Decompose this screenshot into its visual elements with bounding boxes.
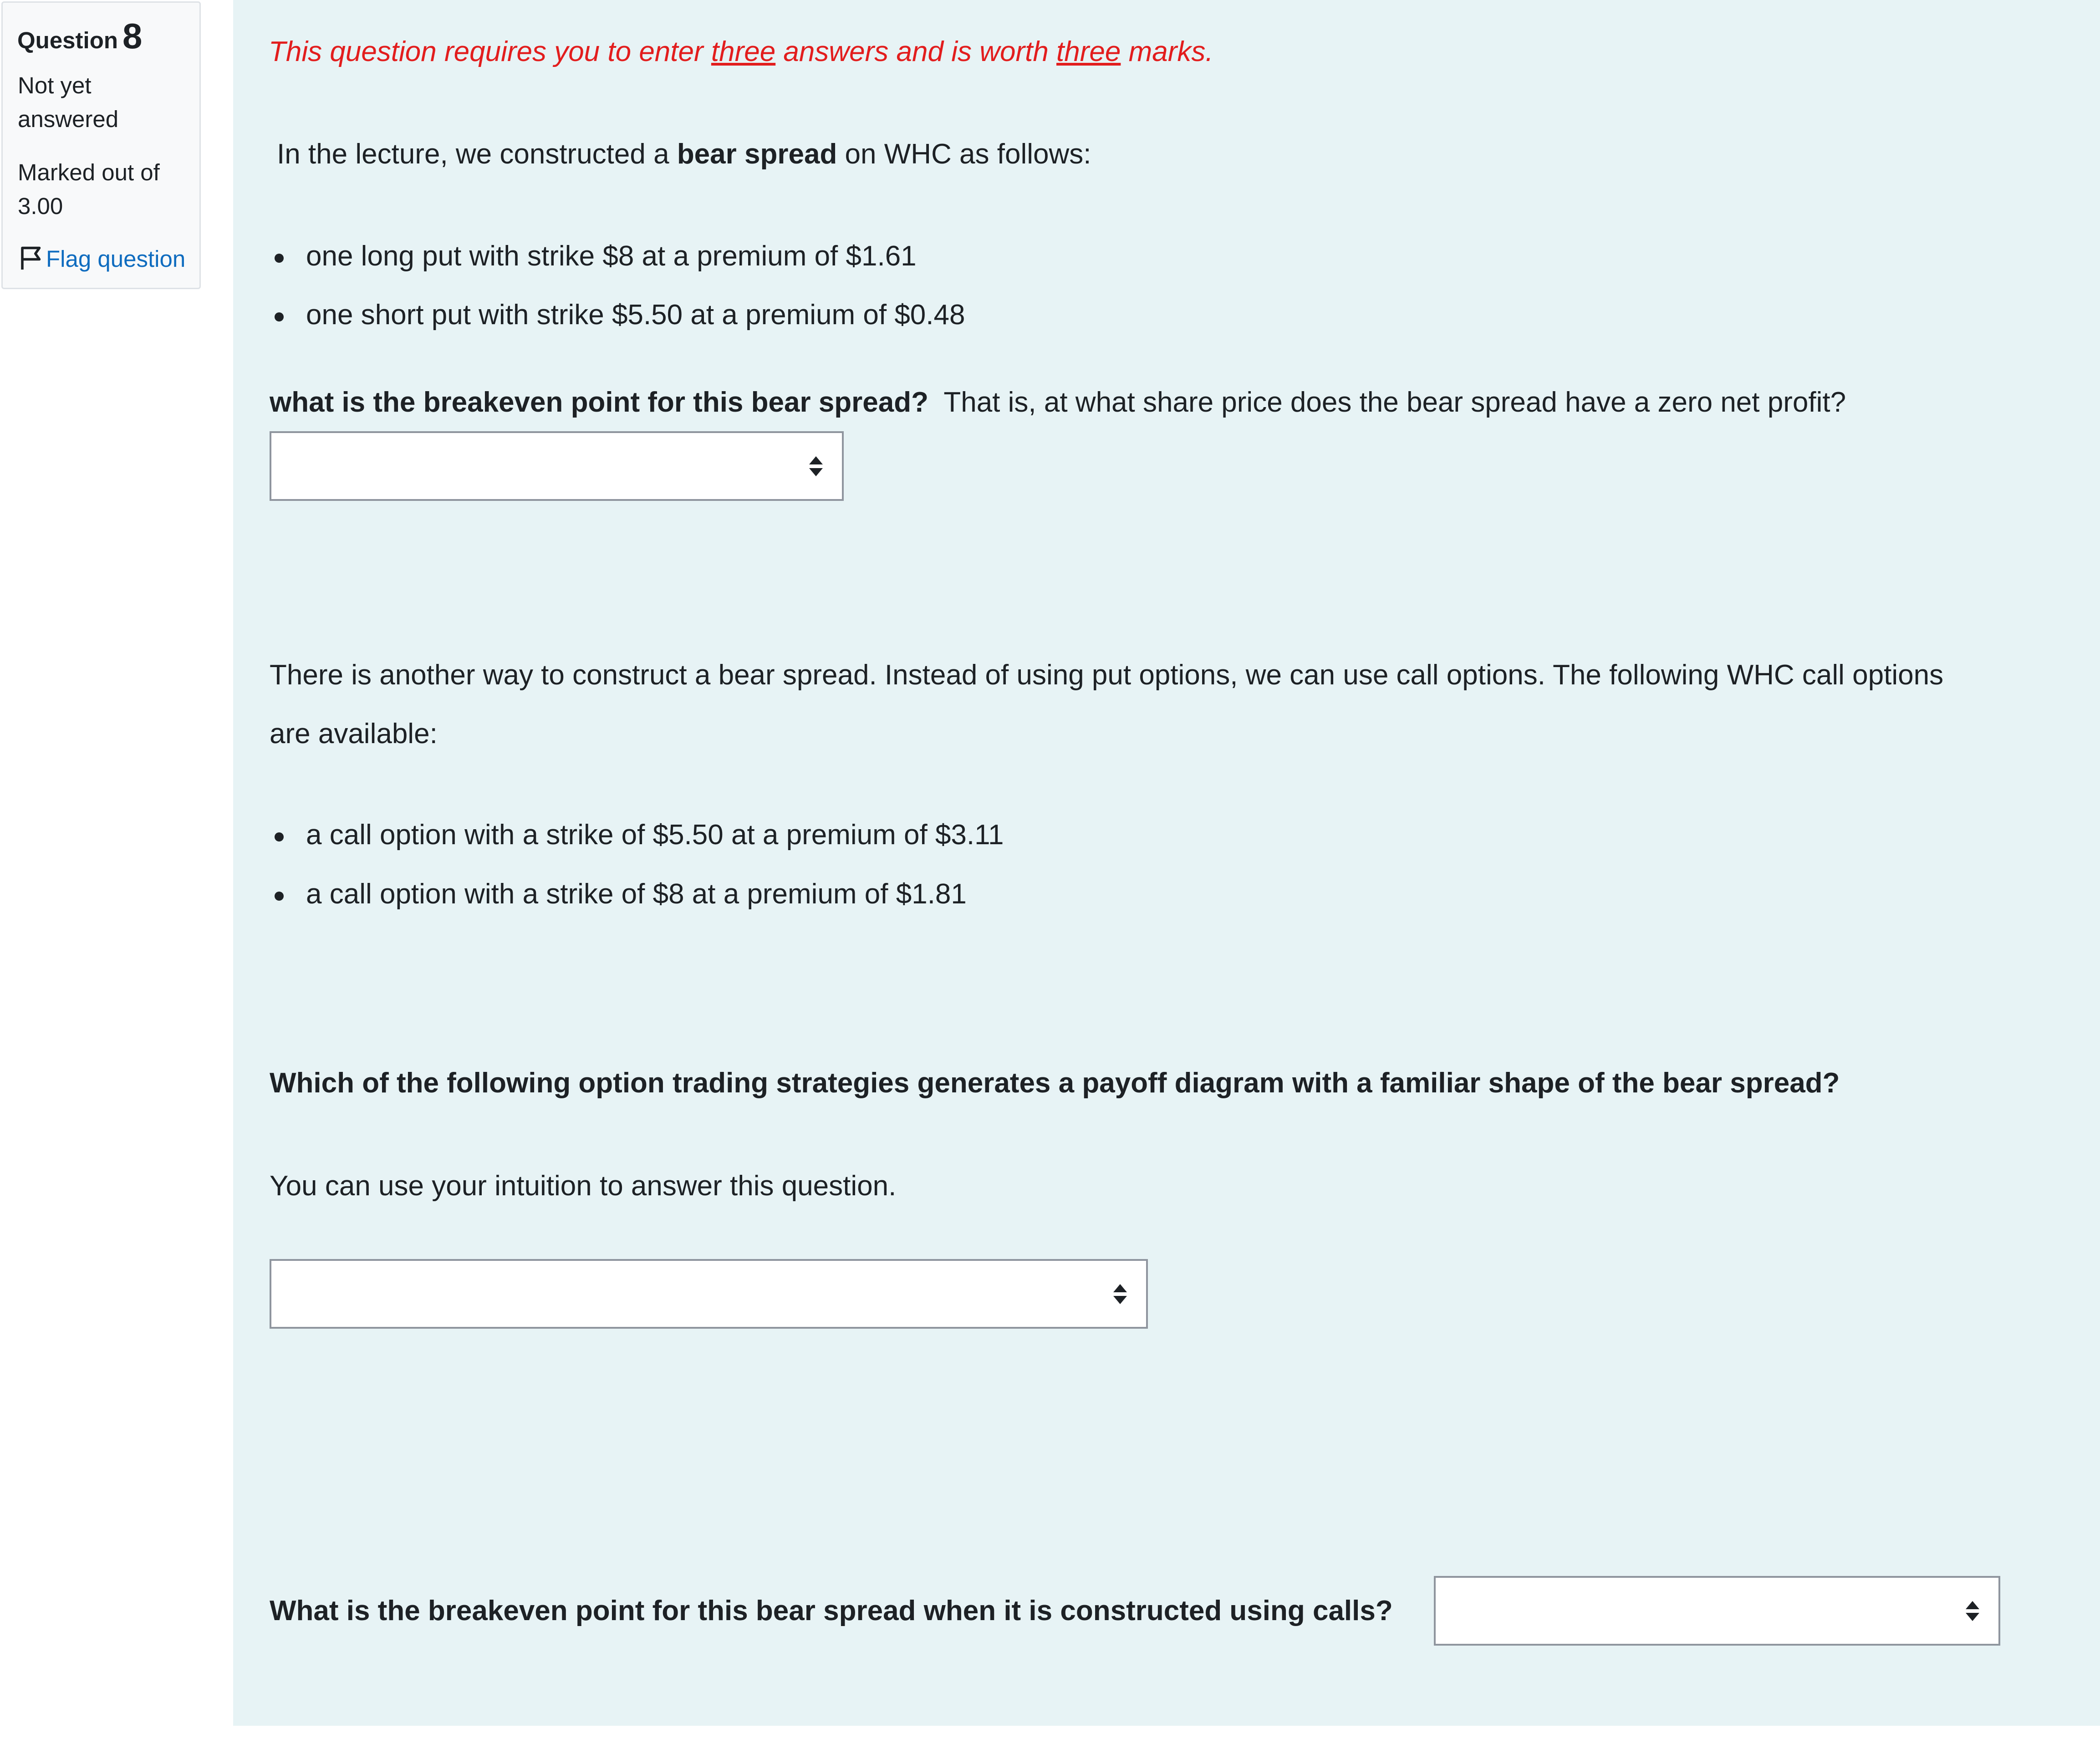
notice-emphasis: three [711, 36, 776, 67]
calls-intro-line1: There is another way to construct a bear spread. Instead of using put options, we can use call options. The following WHC call options [270, 659, 1944, 691]
select-arrows-icon [808, 455, 824, 478]
flag-question-label: Flag question [46, 246, 186, 272]
list-item: a call option with a strike of $8 at a premium of $1.81 [306, 878, 967, 910]
notice-text: answers and is worth [775, 36, 1057, 67]
q2-answer-select[interactable] [270, 1259, 1148, 1329]
notice-emphasis: three [1056, 36, 1121, 67]
intro-before: In the lecture, we constructed a [277, 138, 677, 170]
list-item: a call option with a strike of $5.50 at a premium of $3.11 [306, 819, 1004, 851]
list-item: one short put with strike $5.50 at a premium of $0.48 [306, 299, 965, 331]
q2-prompt [270, 1067, 1840, 1099]
calls-intro-line2: are available: [270, 718, 438, 750]
intro-bold-term: bear spread [677, 138, 837, 170]
question-label: Question [17, 27, 118, 53]
notice-text: marks. [1121, 36, 1213, 67]
question-content [233, 0, 2100, 1726]
list-item: one long put with strike $8 at a premium of $1.61 [306, 240, 917, 272]
question-grade: Marked out of 3.00 [18, 159, 160, 219]
question-info-panel [1, 1, 201, 289]
notice-text: This question requires you to enter [269, 36, 711, 67]
list-bullet [275, 312, 284, 321]
list-bullet [275, 892, 284, 901]
marks-notice [269, 36, 1213, 68]
flag-question-link[interactable] [18, 244, 185, 272]
select-arrows-icon [1112, 1283, 1128, 1305]
q1-prompt [270, 386, 1846, 418]
q2-hint: You can use your intuition to answer this question. [270, 1170, 897, 1202]
intro-text [277, 138, 1091, 170]
question-number: 8 [122, 16, 143, 56]
q3-bold: What is the breakeven point for this bear spread when it is constructed using calls? [270, 1595, 1393, 1627]
q3-prompt [270, 1595, 1393, 1627]
q3-answer-select[interactable] [1434, 1576, 2000, 1646]
list-bullet [275, 254, 284, 263]
list-bullet [275, 832, 284, 841]
question-state: Not yet answered [18, 72, 119, 132]
select-arrows-icon [1965, 1600, 1980, 1622]
q1-answer-select[interactable] [270, 431, 844, 501]
q1-rest: That is, at what share price does the bear spread have a zero net profit? [928, 387, 1846, 418]
flag-icon [18, 244, 45, 272]
q1-bold: what is the breakeven point for this bear spread? [270, 387, 929, 418]
q2-bold: Which of the following option trading strategies generates a payoff diagram with a familiar shape of the bear spread? [270, 1067, 1840, 1099]
intro-after: on WHC as follows: [837, 138, 1091, 170]
question-number-heading [17, 15, 142, 57]
